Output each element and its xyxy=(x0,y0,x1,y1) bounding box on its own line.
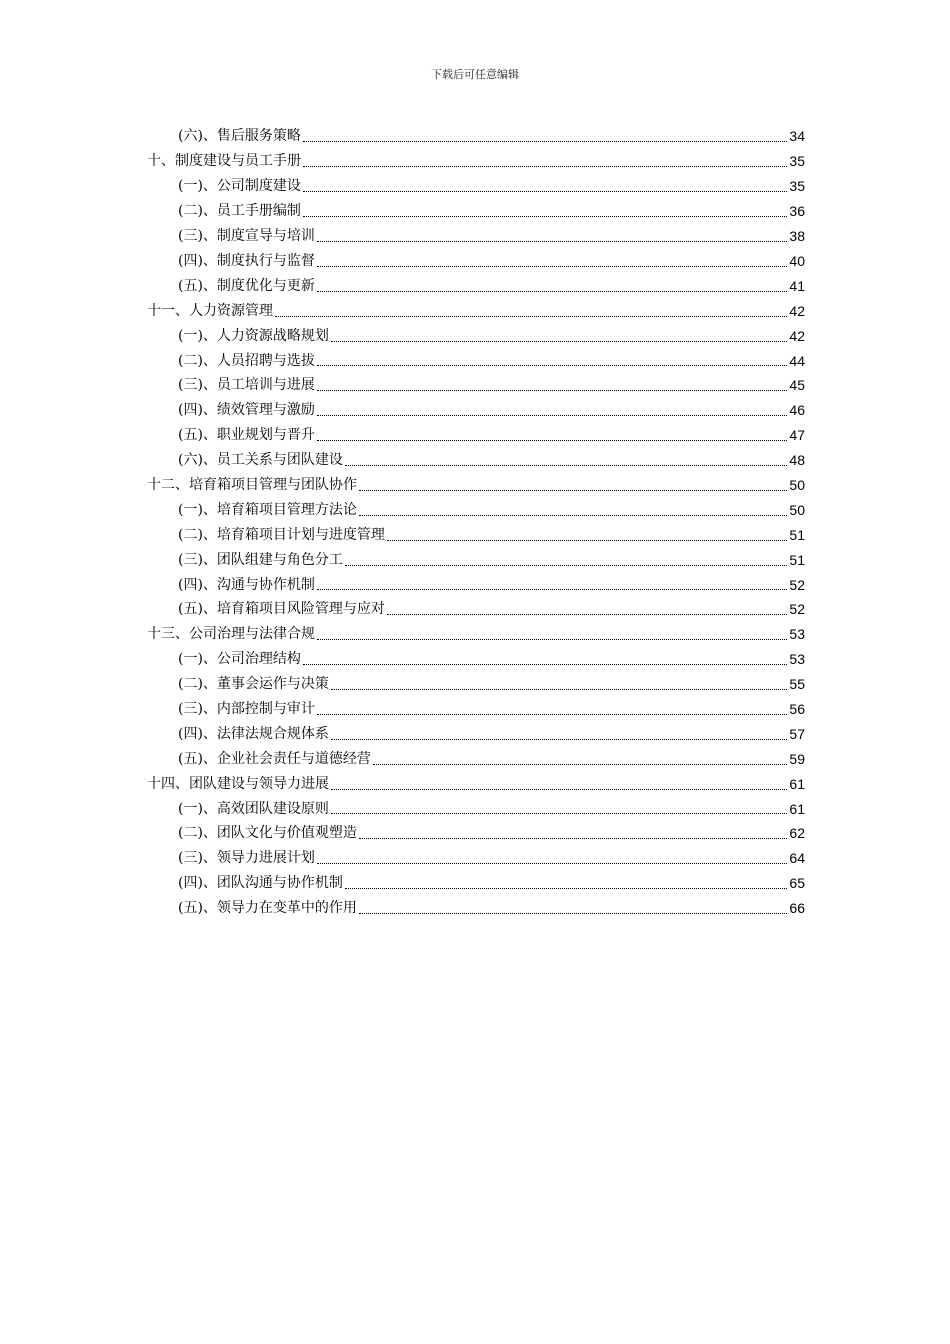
toc-entry-label: (三)、团队组建与角色分工 xyxy=(178,551,343,568)
toc-entry-label: 十二、培育箱项目管理与团队协作 xyxy=(147,476,357,493)
toc-dot-leader xyxy=(303,191,787,192)
toc-entry-page-number: 36 xyxy=(789,203,805,220)
toc-entry-label: 十、制度建设与员工手册 xyxy=(147,153,301,170)
toc-dot-leader xyxy=(317,863,787,864)
toc-dot-leader xyxy=(345,465,787,466)
toc-entry-label: (六)、员工关系与团队建设 xyxy=(178,452,343,469)
toc-dot-leader xyxy=(317,589,787,590)
toc-entry-page-number: 62 xyxy=(789,825,805,842)
toc-dot-leader xyxy=(331,341,787,342)
toc-chapter-entry[interactable] xyxy=(147,149,805,174)
toc-dot-leader xyxy=(331,789,787,790)
page-header: 下载后可任意编辑 xyxy=(431,68,519,81)
toc-section-entry[interactable] xyxy=(147,647,805,672)
toc-dot-leader xyxy=(303,166,787,167)
toc-dot-leader xyxy=(317,291,787,292)
toc-section-entry[interactable] xyxy=(147,448,805,473)
toc-entry-label: (二)、员工手册编制 xyxy=(178,203,301,220)
toc-entry-page-number: 53 xyxy=(789,626,805,643)
toc-section-entry[interactable] xyxy=(147,423,805,448)
toc-section-entry[interactable] xyxy=(147,672,805,697)
toc-entry-page-number: 56 xyxy=(789,700,805,717)
toc-dot-leader xyxy=(317,714,787,715)
toc-entry-label: (六)、售后服务策略 xyxy=(178,128,301,145)
toc-entry-label: 十一、人力资源管理 xyxy=(147,302,273,319)
toc-section-entry[interactable] xyxy=(147,373,805,398)
toc-dot-leader xyxy=(317,390,787,391)
toc-entry-label: (三)、领导力进展计划 xyxy=(178,850,315,867)
toc-entry-page-number: 65 xyxy=(789,875,805,892)
toc-section-entry[interactable] xyxy=(147,324,805,349)
toc-entry-page-number: 55 xyxy=(789,676,805,693)
toc-dot-leader xyxy=(373,764,787,765)
toc-chapter-entry[interactable] xyxy=(147,299,805,324)
toc-entry-page-number: 52 xyxy=(789,576,805,593)
toc-entry-label: (一)、公司治理结构 xyxy=(178,651,301,668)
toc-entry-page-number: 61 xyxy=(789,800,805,817)
toc-entry-label: (一)、人力资源战略规划 xyxy=(178,327,329,344)
toc-dot-leader xyxy=(303,216,787,217)
toc-section-entry[interactable] xyxy=(147,125,805,150)
toc-dot-leader xyxy=(387,614,787,615)
toc-entry-label: (五)、培育箱项目风险管理与应对 xyxy=(178,601,385,618)
toc-dot-leader xyxy=(317,639,787,640)
table-of-contents xyxy=(147,125,805,922)
toc-entry-label: (一)、高效团队建设原则 xyxy=(178,800,329,817)
toc-dot-leader xyxy=(387,540,787,541)
toc-dot-leader xyxy=(359,515,787,516)
toc-entry-label: 十三、公司治理与法律合规 xyxy=(147,626,315,643)
toc-section-entry[interactable] xyxy=(147,249,805,274)
toc-entry-label: (二)、培育箱项目计划与进度管理 xyxy=(178,526,385,543)
toc-entry-page-number: 61 xyxy=(789,775,805,792)
toc-section-entry[interactable] xyxy=(147,523,805,548)
toc-chapter-entry[interactable] xyxy=(147,772,805,797)
toc-entry-label: (四)、沟通与协作机制 xyxy=(178,576,315,593)
toc-section-entry[interactable] xyxy=(147,573,805,598)
toc-entry-page-number: 46 xyxy=(789,402,805,419)
toc-section-entry[interactable] xyxy=(147,747,805,772)
toc-entry-page-number: 42 xyxy=(789,302,805,319)
toc-entry-label: (五)、职业规划与晋升 xyxy=(178,427,315,444)
toc-entry-page-number: 34 xyxy=(789,128,805,145)
toc-section-entry[interactable] xyxy=(147,498,805,523)
toc-dot-leader xyxy=(331,739,787,740)
toc-entry-page-number: 66 xyxy=(789,900,805,917)
toc-dot-leader xyxy=(303,664,787,665)
toc-entry-page-number: 50 xyxy=(789,501,805,518)
toc-entry-label: (五)、领导力在变革中的作用 xyxy=(178,900,357,917)
toc-entry-page-number: 44 xyxy=(789,352,805,369)
toc-section-entry[interactable] xyxy=(147,697,805,722)
toc-entry-label: (三)、内部控制与审计 xyxy=(178,700,315,717)
toc-dot-leader xyxy=(317,266,787,267)
toc-dot-leader xyxy=(331,813,787,814)
toc-entry-page-number: 64 xyxy=(789,850,805,867)
toc-dot-leader xyxy=(359,913,787,914)
toc-entry-page-number: 35 xyxy=(789,153,805,170)
toc-entry-page-number: 52 xyxy=(789,601,805,618)
toc-entry-page-number: 38 xyxy=(789,228,805,245)
toc-entry-label: (四)、制度执行与监督 xyxy=(178,252,315,269)
toc-entry-label: (四)、法律法规合规体系 xyxy=(178,725,329,742)
toc-section-entry[interactable] xyxy=(147,896,805,921)
toc-dot-leader xyxy=(359,490,787,491)
toc-section-entry[interactable] xyxy=(147,174,805,199)
toc-entry-page-number: 51 xyxy=(789,551,805,568)
toc-entry-page-number: 48 xyxy=(789,452,805,469)
toc-section-entry[interactable] xyxy=(147,797,805,822)
toc-entry-page-number: 57 xyxy=(789,725,805,742)
toc-entry-page-number: 40 xyxy=(789,252,805,269)
toc-section-entry[interactable] xyxy=(147,871,805,896)
toc-dot-leader xyxy=(359,838,787,839)
toc-dot-leader xyxy=(317,241,787,242)
toc-entry-label: (一)、培育箱项目管理方法论 xyxy=(178,501,357,518)
toc-dot-leader xyxy=(317,440,787,441)
toc-dot-leader xyxy=(303,141,787,142)
toc-chapter-entry[interactable] xyxy=(147,473,805,498)
toc-entry-label: (五)、企业社会责任与道德经营 xyxy=(178,750,371,767)
toc-section-entry[interactable] xyxy=(147,821,805,846)
toc-dot-leader xyxy=(317,415,787,416)
toc-entry-label: (二)、团队文化与价值观塑造 xyxy=(178,825,357,842)
toc-entry-page-number: 50 xyxy=(789,476,805,493)
toc-entry-label: (二)、人员招聘与选拔 xyxy=(178,352,315,369)
toc-dot-leader xyxy=(275,316,787,317)
toc-section-entry[interactable] xyxy=(147,199,805,224)
toc-entry-label: (三)、员工培训与进展 xyxy=(178,377,315,394)
toc-entry-page-number: 41 xyxy=(789,277,805,294)
toc-dot-leader xyxy=(345,565,787,566)
toc-section-entry[interactable] xyxy=(147,224,805,249)
toc-dot-leader xyxy=(317,365,787,366)
toc-entry-label: (五)、制度优化与更新 xyxy=(178,277,315,294)
toc-section-entry[interactable] xyxy=(147,274,805,299)
toc-section-entry[interactable] xyxy=(147,349,805,374)
toc-entry-page-number: 45 xyxy=(789,377,805,394)
toc-dot-leader xyxy=(345,888,787,889)
toc-dot-leader xyxy=(331,689,787,690)
toc-section-entry[interactable] xyxy=(147,548,805,573)
toc-entry-page-number: 51 xyxy=(789,526,805,543)
toc-entry-label: (一)、公司制度建设 xyxy=(178,178,301,195)
toc-section-entry[interactable] xyxy=(147,722,805,747)
toc-entry-label: 十四、团队建设与领导力进展 xyxy=(147,775,329,792)
toc-entry-page-number: 47 xyxy=(789,427,805,444)
toc-section-entry[interactable] xyxy=(147,846,805,871)
toc-entry-label: (四)、团队沟通与协作机制 xyxy=(178,875,343,892)
toc-entry-label: (四)、绩效管理与激励 xyxy=(178,402,315,419)
toc-section-entry[interactable] xyxy=(147,597,805,622)
toc-entry-label: (三)、制度宣导与培训 xyxy=(178,228,315,245)
toc-entry-page-number: 53 xyxy=(789,651,805,668)
toc-entry-page-number: 42 xyxy=(789,327,805,344)
toc-section-entry[interactable] xyxy=(147,398,805,423)
toc-chapter-entry[interactable] xyxy=(147,622,805,647)
toc-entry-page-number: 35 xyxy=(789,178,805,195)
toc-entry-label: (二)、董事会运作与决策 xyxy=(178,676,329,693)
toc-entry-page-number: 59 xyxy=(789,750,805,767)
